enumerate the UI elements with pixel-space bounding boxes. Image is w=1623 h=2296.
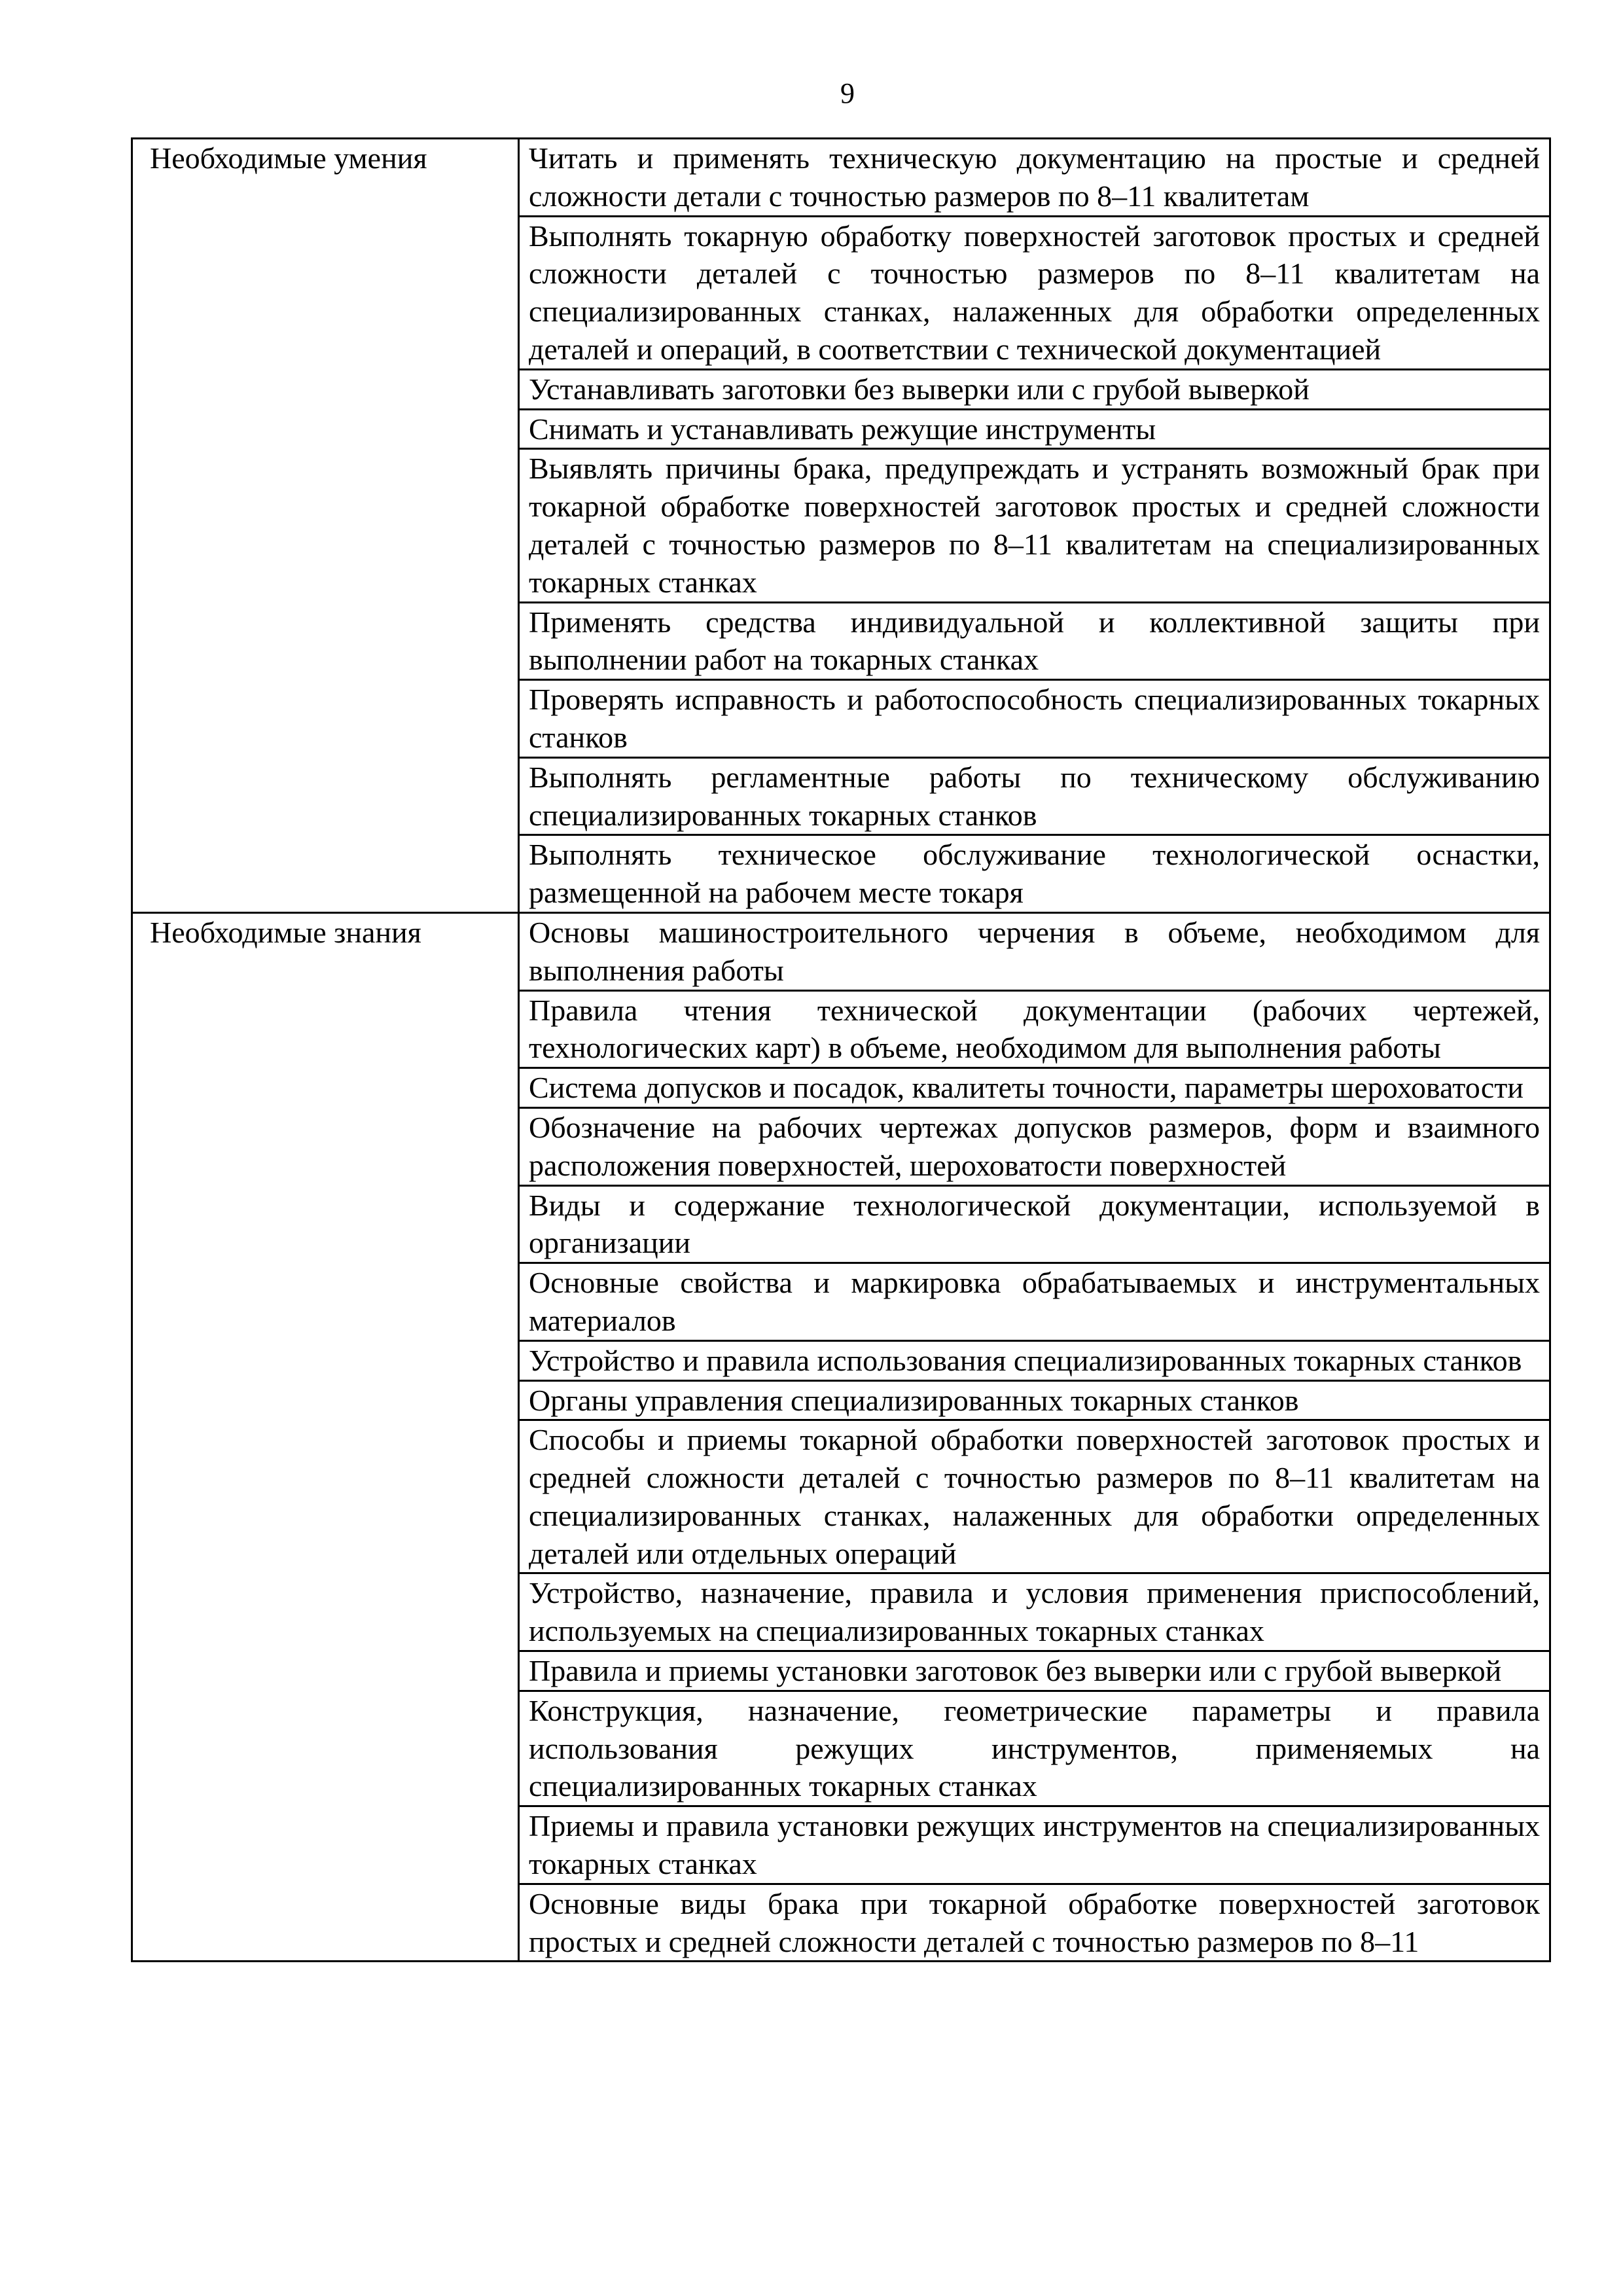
requirements-table [131, 137, 1551, 1962]
page-number: 9 [840, 77, 855, 109]
requirement-item: Система допусков и посадок, квалитеты точности, параметры шероховатости [519, 1068, 1550, 1108]
requirement-item: Обозначение на рабочих чертежах допусков размеров, форм и взаимного расположения поверхностей, шероховатости поверхностей [519, 1107, 1550, 1185]
requirement-item: Правила и приемы установки заготовок без выверки или с грубой выверкой [519, 1651, 1550, 1691]
requirements-table-body [132, 139, 1550, 1962]
requirement-item: Проверять исправность и работоспособность специализированных токарных станков [519, 680, 1550, 758]
requirement-item: Выполнять токарную обработку поверхностей заготовок простых и средней сложности деталей с точностью размеров по 8–11 квалитетам на специализированных станках, налаженных для обработки определенных деталей и операций, в соответствии с технической документацией [519, 216, 1550, 369]
section-label: Необходимые знания [132, 912, 519, 1962]
requirement-item: Основы машиностроительного черчения в объеме, необходимом для выполнения работы [519, 912, 1550, 990]
requirement-item: Устанавливать заготовки без выверки или с грубой выверкой [519, 369, 1550, 409]
requirement-item: Приемы и правила установки режущих инструментов на специализированных токарных станках [519, 1806, 1550, 1884]
requirement-item: Правила чтения технической документации (рабочих чертежей, технологических карт) в объеме, необходимом для выполнения работы [519, 990, 1550, 1068]
requirement-item: Читать и применять техническую документацию на простые и средней сложности детали с точностью размеров по 8–11 квалитетам [519, 139, 1550, 217]
requirement-item: Снимать и устанавливать режущие инструменты [519, 409, 1550, 449]
requirement-item: Применять средства индивидуальной и коллективной защиты при выполнении работ на токарных станках [519, 602, 1550, 680]
requirement-item: Устройство, назначение, правила и условия применения приспособлений, используемых на специализированных токарных станках [519, 1573, 1550, 1651]
requirement-item: Конструкция, назначение, геометрические параметры и правила использования режущих инструментов, применяемых на специализированных токарных станках [519, 1691, 1550, 1806]
requirement-item: Выявлять причины брака, предупреждать и устранять возможный брак при токарной обработке поверхностей заготовок простых и средней сложности деталей с точностью размеров по 8–11 квалитетам на специализированных токарных станках [519, 449, 1550, 602]
requirement-item: Выполнять регламентные работы по техническому обслуживанию специализированных токарных станков [519, 757, 1550, 835]
requirement-item: Виды и содержание технологической документации, используемой в организации [519, 1185, 1550, 1263]
section-label: Необходимые умения [132, 139, 519, 913]
requirement-item: Способы и приемы токарной обработки поверхностей заготовок простых и средней сложности деталей с точностью размеров по 8–11 квалитетам на специализированных станках, налаженных для обработки определенных деталей или отдельных операций [519, 1420, 1550, 1573]
requirement-item: Основные виды брака при токарной обработке поверхностей заготовок простых и средней сложности деталей с точностью размеров по 8–11 [519, 1884, 1550, 1962]
table-row [132, 139, 1550, 217]
requirement-item: Основные свойства и маркировка обрабатываемых и инструментальных материалов [519, 1263, 1550, 1341]
table-row [132, 912, 1550, 990]
requirement-item: Выполнять техническое обслуживание технологической оснастки, размещенной на рабочем месте токаря [519, 835, 1550, 913]
requirement-item: Органы управления специализированных токарных станков [519, 1380, 1550, 1420]
requirement-item: Устройство и правила использования специализированных токарных станков [519, 1340, 1550, 1380]
